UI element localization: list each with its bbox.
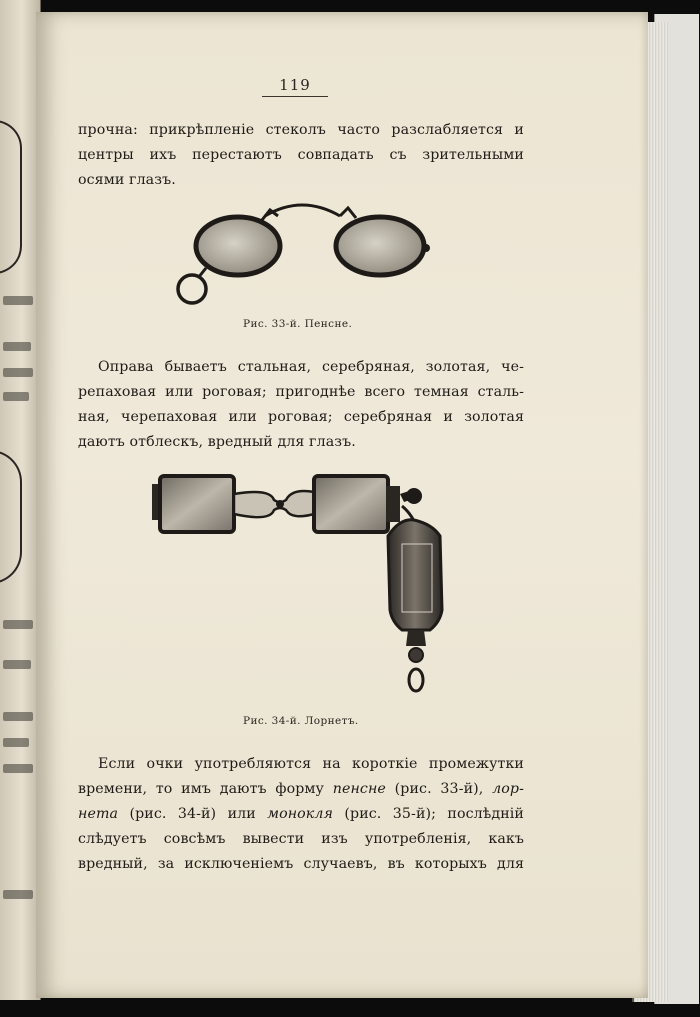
text-line: центры ихъ перестаютъ совпадать съ зрительными xyxy=(78,147,524,163)
text-line: нета (рис. 34-й) или монокля (рис. 35-й); послѣдній xyxy=(78,806,524,822)
text-line: Если очки употребляются на короткіе промежутки xyxy=(98,756,524,772)
italic-term: пенсне xyxy=(332,781,386,797)
text-line: даютъ отблескъ, вредный для глазъ. xyxy=(78,434,356,450)
italic-term: нета xyxy=(78,806,119,822)
text-line: прочна: прикрѣпленіе стеколъ часто разслабляется и xyxy=(78,122,524,138)
text-line: осями глазъ. xyxy=(78,172,176,188)
left-page-illustration-fragment-2 xyxy=(0,450,22,584)
text-line: слѣдуетъ совсѣмъ вывести изъ употребленія, какъ xyxy=(78,831,524,847)
left-page-illustration-fragment xyxy=(0,120,22,274)
text-line: Оправа бываетъ стальная, серебряная, золотая, че- xyxy=(98,359,524,375)
text-line: ная, черепаховая или роговая; серебряная и золотая xyxy=(78,409,524,425)
pince-nez-illustration xyxy=(170,196,435,311)
lorgnette-illustration xyxy=(150,470,450,700)
italic-term: лор- xyxy=(492,781,524,797)
italic-term: монокля xyxy=(267,806,333,822)
text-line: вредный, за исключеніемъ случаевъ, въ которыхъ для xyxy=(78,856,524,872)
text-line: репаховая или роговая; пригоднѣе всего темная сталь- xyxy=(78,384,524,400)
text-line: времени, то имъ даютъ форму пенсне (рис. 33-й), лор- xyxy=(78,781,524,797)
figure-33-caption: Рис. 33-й. Пенсне. xyxy=(243,318,353,330)
figure-34-caption: Рис. 34-й. Лорнетъ. xyxy=(243,715,359,727)
left-page-edge xyxy=(0,0,41,1000)
paragraph-1 xyxy=(78,118,524,193)
page-number: 119 xyxy=(262,76,328,97)
paragraph-3 xyxy=(78,752,524,877)
paragraph-2 xyxy=(78,355,524,455)
